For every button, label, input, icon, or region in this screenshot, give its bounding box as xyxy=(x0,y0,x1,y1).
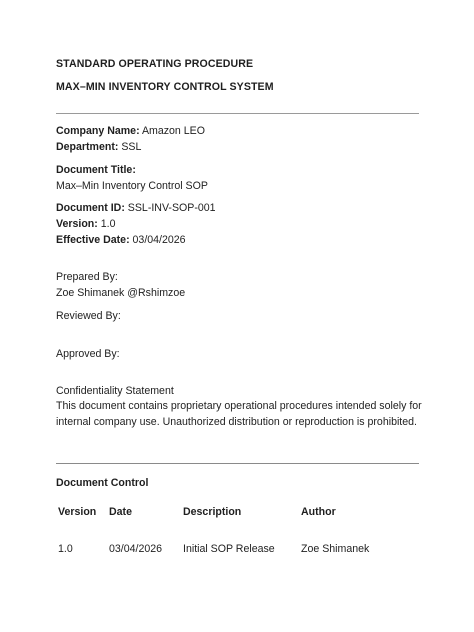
prepared-by-value: Zoe Shimanek @Rshimzoe xyxy=(56,287,186,299)
effective-date-row xyxy=(56,233,186,247)
company-name-label: Company Name: xyxy=(56,125,140,137)
document-title-label: Document Title: xyxy=(56,164,136,176)
sop-title: STANDARD OPERATING PROCEDURE xyxy=(56,58,254,70)
divider xyxy=(56,113,419,114)
cell-description: Initial SOP Release xyxy=(183,543,275,555)
version-label: Version: xyxy=(56,218,98,230)
department-label: Department: xyxy=(56,141,119,153)
column-header-date: Date xyxy=(109,506,132,518)
document-id-value: SSL-INV-SOP-001 xyxy=(124,202,216,214)
cell-author: Zoe Shimanek xyxy=(301,543,370,555)
company-name-row xyxy=(56,124,205,138)
cell-version: 1.0 xyxy=(58,543,73,555)
divider xyxy=(56,463,419,464)
document-title-value: Max–Min Inventory Control SOP xyxy=(56,180,208,192)
reviewed-by-label: Reviewed By: xyxy=(56,310,121,322)
department-row xyxy=(56,140,141,154)
document-control-heading: Document Control xyxy=(56,477,149,489)
confidentiality-text: This document contains proprietary operational procedures intended solely for internal company use. Unauthorized distribution or reproduction is prohibited. xyxy=(56,400,422,428)
effective-date-value: 03/04/2026 xyxy=(129,234,186,246)
column-header-description: Description xyxy=(183,506,242,518)
column-header-version: Version xyxy=(58,506,97,518)
column-header-author: Author xyxy=(301,506,336,518)
approved-by-label: Approved By: xyxy=(56,348,120,360)
department-value: SSL xyxy=(118,141,142,153)
version-value: 1.0 xyxy=(97,218,116,230)
cell-date: 03/04/2026 xyxy=(109,543,163,555)
sop-subtitle: MAX–MIN INVENTORY CONTROL SYSTEM xyxy=(56,81,274,93)
document-id-label: Document ID: xyxy=(56,202,125,214)
prepared-by-label: Prepared By: xyxy=(56,271,118,283)
company-name-value: Amazon LEO xyxy=(139,125,205,137)
confidentiality-heading: Confidentiality Statement xyxy=(56,385,174,397)
version-row xyxy=(56,217,115,231)
document-id-row xyxy=(56,201,216,215)
effective-date-label: Effective Date: xyxy=(56,234,130,246)
